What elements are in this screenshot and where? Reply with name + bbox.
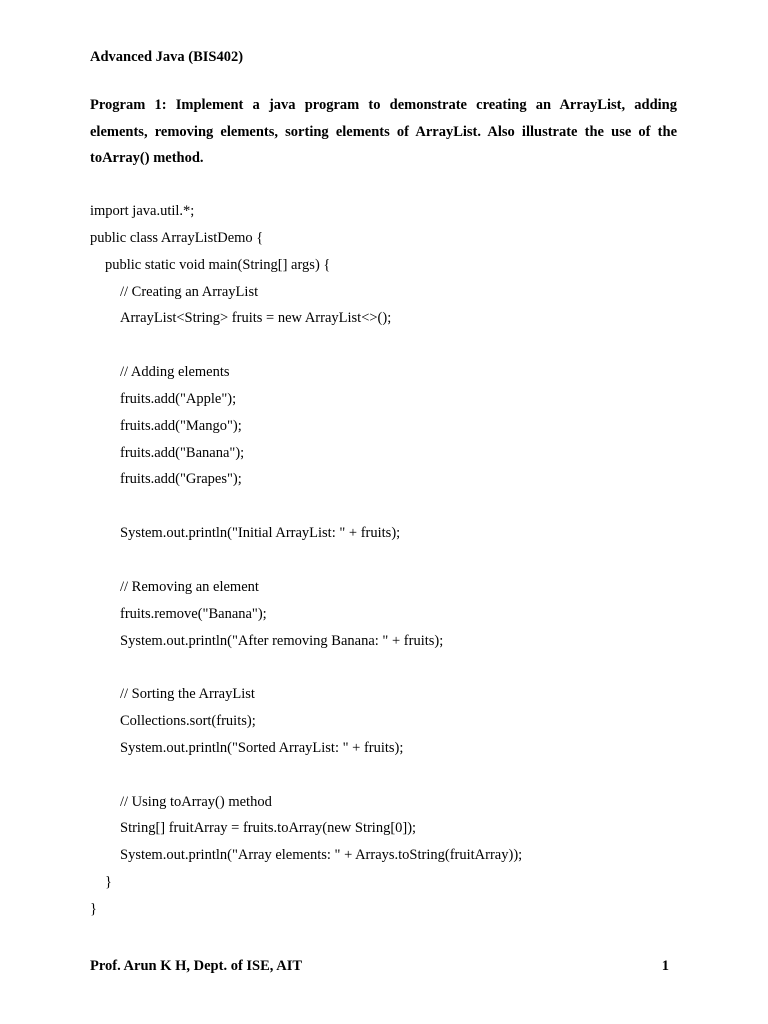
code-line: // Using toArray() method <box>120 793 272 810</box>
code-line: System.out.println("Sorted ArrayList: " + fruits); <box>120 739 404 756</box>
code-blank-line <box>90 332 522 359</box>
code-line: System.out.println("After removing Banana: " + fruits); <box>120 632 444 649</box>
code-listing <box>90 198 522 923</box>
code-line: fruits.add("Banana"); <box>120 444 245 461</box>
code-line: System.out.println("Array elements: " + Arrays.toString(fruitArray)); <box>120 847 523 864</box>
code-line: fruits.remove("Banana"); <box>120 605 267 622</box>
code-blank-line <box>90 493 522 520</box>
code-blank-line <box>90 762 522 789</box>
document-header-title: Advanced Java (BIS402) <box>90 49 244 65</box>
code-line: // Creating an ArrayList <box>120 283 259 300</box>
code-blank-line <box>90 654 522 681</box>
code-line: // Adding elements <box>120 364 230 381</box>
code-blank-line <box>90 547 522 574</box>
code-line: String[] fruitArray = fruits.toArray(new String[0]); <box>120 820 417 837</box>
program-heading-line: toArray() method. <box>90 150 204 166</box>
code-line: import java.util.*; <box>90 203 195 219</box>
program-heading <box>90 92 677 172</box>
code-line: fruits.add("Apple"); <box>120 390 237 407</box>
code-line: // Removing an element <box>120 578 259 595</box>
code-line: fruits.add("Mango"); <box>120 417 242 434</box>
code-line: public class ArrayListDemo { <box>90 229 264 246</box>
code-line: } <box>105 874 112 891</box>
code-line: } <box>90 900 97 917</box>
footer-author: Prof. Arun K H, Dept. of ISE, AIT <box>90 958 303 974</box>
page-number: 1 <box>661 958 669 974</box>
program-heading-line: elements, removing elements, sorting elements of ArrayList. Also illustrate the use of the <box>90 123 677 140</box>
code-line: System.out.println("Initial ArrayList: " + fruits); <box>120 525 401 542</box>
code-line: fruits.add("Grapes"); <box>120 471 242 488</box>
code-line: Collections.sort(fruits); <box>120 713 256 730</box>
program-heading-line: Program 1: Implement a java program to demonstrate creating an ArrayList, adding <box>90 97 677 113</box>
code-line: public static void main(String[] args) { <box>105 256 331 273</box>
code-line: // Sorting the ArrayList <box>120 686 255 703</box>
code-line: ArrayList<String> fruits = new ArrayList<>(); <box>120 310 392 327</box>
